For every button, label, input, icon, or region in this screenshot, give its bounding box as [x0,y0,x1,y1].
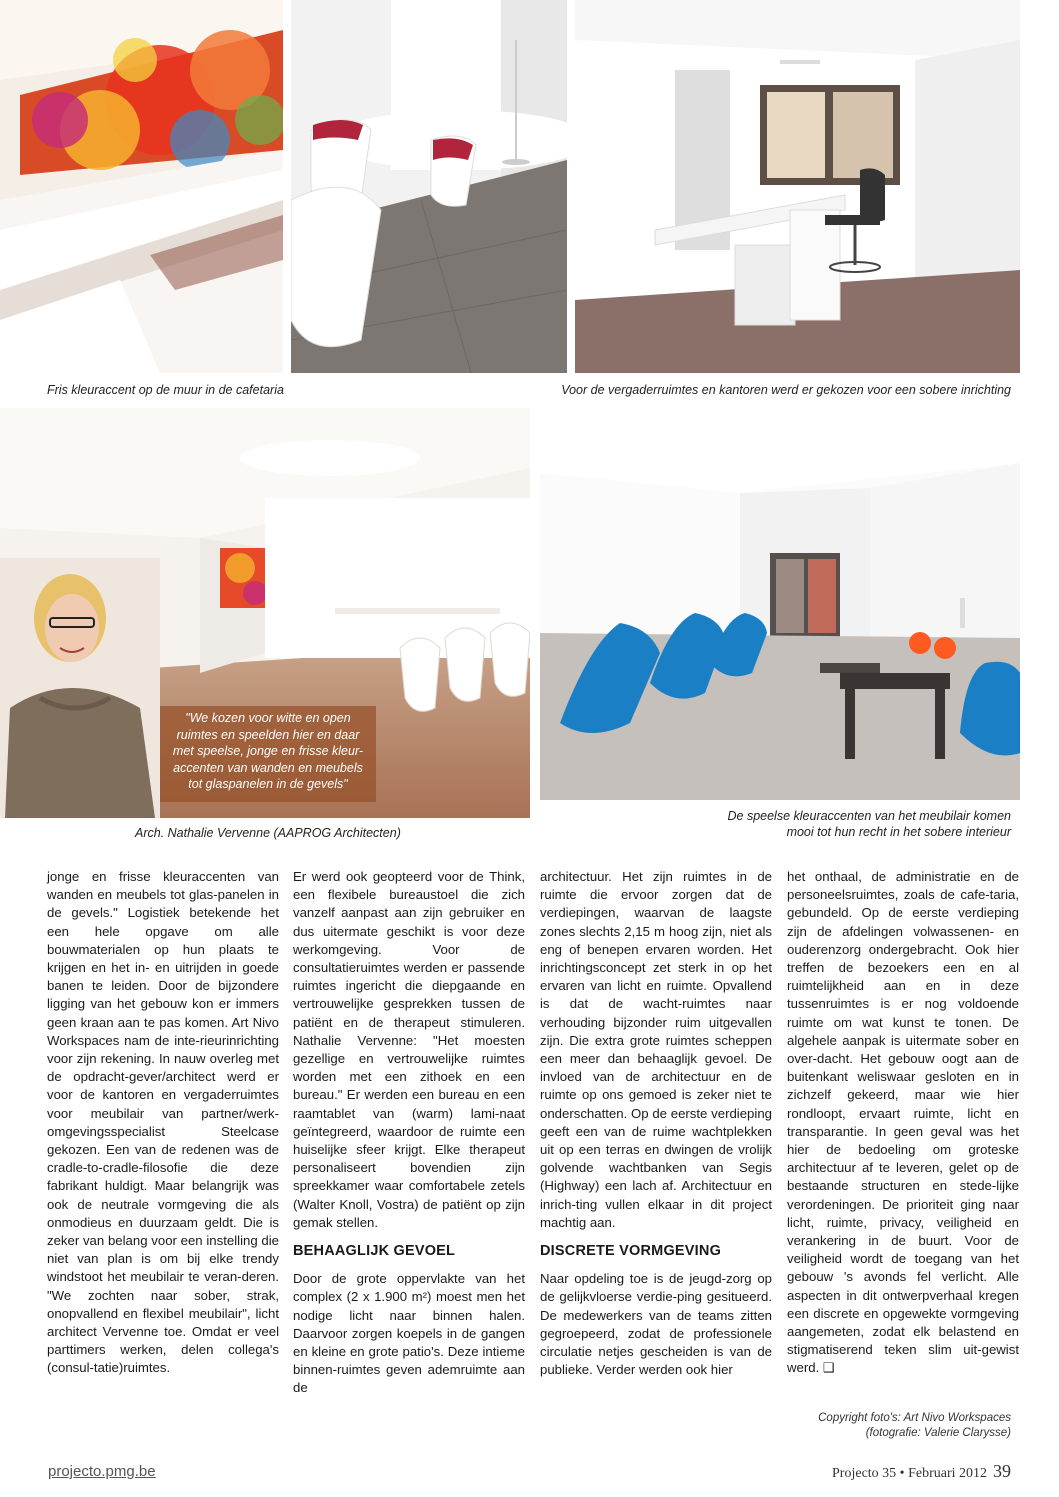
column-2-text-2: Door de grote oppervlakte van het complex (2 x 1.900 m²) moest men het nodige licht naar binnen halen. Daarvoor zorgen koepels in de gangen en kleine en grote patio's. Deze intieme binnen-ruimtes geven ademruimte aan de [293,1271,525,1396]
column-1-text: jonge en frisse kleuraccenten van wanden en meubels tot glas-panelen in de gevels." Logistiek betekende het een hele opgave om alle bouwmaterialen op hun plaats te krijgen en het in- en uitrijden in goede banen te leiden. Door de bijzondere ligging van het gebouw kon er immers geen kraan aan te pas komen. Art Nivo Workspaces nam de inte-rieurinrichting voor zijn rekening. In nauw overleg met de opdracht-gever/architect werd er voor de kantoren en vergaderruimtes voor meubilair van partner/werk-omgevingsspecialist Steelcase gekozen. Een van de redenen was de cradle-to-cradle-filosofie die deze fabrikant huldigt. Maar belangrijk was ook de neutrale vormgeving die als onmodieus en duurzaam geldt. Die is zeker van belang voor een instelling die niet van plan is om bij elke trendy windstoot het meubilair te veran-deren. "We zochten naar sober, strak, onopvallend en flexibel meubilair", licht architect Vervenne toe. Omdat er veel parttimers werken, delen collega's (consul-tatie)ruimtes. [47,869,279,1376]
photo-waiting-area [540,433,1020,800]
caption-architect: Arch. Nathalie Vervenne (AAPROG Architecten) [135,826,401,840]
issue-info: Projecto 35 • Februari 2012 [832,1466,987,1481]
caption-waiting-line1: De speelse kleuraccenten van het meubilair komen [727,809,1011,823]
heading-behaaglijk-gevoel: BEHAAGLIJK GEVOEL [293,1243,456,1260]
article-column-1 [47,868,279,1378]
caption-waiting-line2: mooi tot hun recht in het sobere interieur [786,825,1011,839]
page-number: 39 [993,1461,1011,1481]
column-4-text: het onthaal, de administratie en de personeelsruimtes, zoals de cafe-taria, gebundeld. Op de eerste verdieping zijn de afdelingen volwassenen- en ouderenzorg ondergebracht. Ook hier treffen de bezoekers een en al ruimtelijkheid aan en in deze tussenruimtes is er nog voldoende ruimte om wat kunst te tonen. De algehele aanpak is uitermate sober en over-dacht. Het gebouw oogt aan de buitenkant weliswaar gesloten en in zichzelf gekeerd, maar wie hier rondloopt, ervaart ruimte, licht en transparantie. In geen geval was het hier de bedoeling om groteske architectuur af te leveren, gelet op de bestaande structuren en stede-lijke verordeningen. De prioriteit ging naar licht, ruimte, privacy, veiligheid en verankering in de buurt. Voor de veiligheid wordt de toegang van het gebouw 's avonds fel verlicht. Alle aspecten in dit ontwerpverhaal kregen een discrete en opgewekte vormgeving aangemeten, zodat elk belastend en stigmatiserend teken slim uit-gewist werd. ❑ [787,869,1019,1376]
photo-cafeteria [0,0,283,373]
article-column-4 [787,868,1019,1378]
page-footer [832,1461,1011,1482]
caption-waiting-area [728,808,1012,840]
heading-discrete-vormgeving: DISCRETE VORMGEVING [540,1243,722,1260]
photo-meeting-room [291,0,567,373]
caption-meeting-rooms: Voor de vergaderruimtes en kantoren werd er gekozen voor een sobere inrichting [561,383,1011,397]
column-3-text-2: Naar opdeling toe is de jeugd-zorg op de gelijkvloerse verdie-ping gesitueerd. De medewerkers van de teams zitten gegroepeerd, zodat de professionele circulatie netjes gescheiden is van de publieke. Verder werden ook hier [540,1271,772,1378]
photo-credit-line1: Copyright foto's: Art Nivo Workspaces [818,1412,1011,1424]
column-2-text: Er werd ook geopteerd voor de Think, een flexibele bureaustoel die zich vanzelf aanpast aan zijn gebruiker en dus uitermate geschikt is voor deze werkomgeving. Voor de consultatieruimtes werden er passende ruimtes ingericht die diepgaande en vertrouwelijke gesprekken tussen de patiënt en de therapeut stimuleren. Nathalie Vervenne: "Het moesten gezellige en vertrouwelijke ruimtes worden met een zithoek en een bureau." Er werden een bureau en een raamtablet van (warm) lami-naat geïntegreerd, waardoor de ruimte een huiselijke sfeer krijgt. Elke therapeut personaliseert bovendien zijn spreekkamer waar comfortabele zetels (Walter Knoll, Vostra) de patiënt op zijn gemak stellen. [293,869,525,1230]
column-3-text: architectuur. Het zijn ruimtes in de ruimte die ervoor zorgen dat de verdiepingen, waarvan de laagste zones slechts 2,15 m hoog zijn, niet als eng of benepen ervaren worden. Het inrichtingsconcept zet sterk in op het ervaren van licht en ruimte. Opvallend is dat de wacht-ruimtes naar verhouding bijzonder ruim uitgevallen zijn. Die extra grote ruimtes scheppen een meer dan behaaglijk gevoel. De invloed van de architectuur en de ruimte op ons gemoed is zeker niet te onderschatten. Op de eerste verdieping geeft een van de ruime wachtplekken uit op een terras en dwingen de vrolijk golvende wachtbanken van Segis (Highway) een lach af. Architectuur en inrich-ting vullen elkaar in dit project machtig aan. [540,869,772,1230]
architect-quote: "We kozen voor witte en open ruimtes en speelden hier en daar met speelse, jonge en frisse kleur-accenten van wanden en meubels tot glaspanelen in de gevels" [160,706,376,802]
photo-office [575,0,1020,373]
photo-credit [818,1412,1011,1439]
photo-credit-line2: (fotografie: Valerie Clarysse) [865,1427,1011,1439]
caption-cafeteria: Fris kleuraccent op de muur in de cafetaria [47,383,284,397]
article-column-3 [540,868,772,1379]
article-column-2 [293,868,525,1398]
website-link[interactable]: projecto.pmg.be [48,1463,156,1480]
